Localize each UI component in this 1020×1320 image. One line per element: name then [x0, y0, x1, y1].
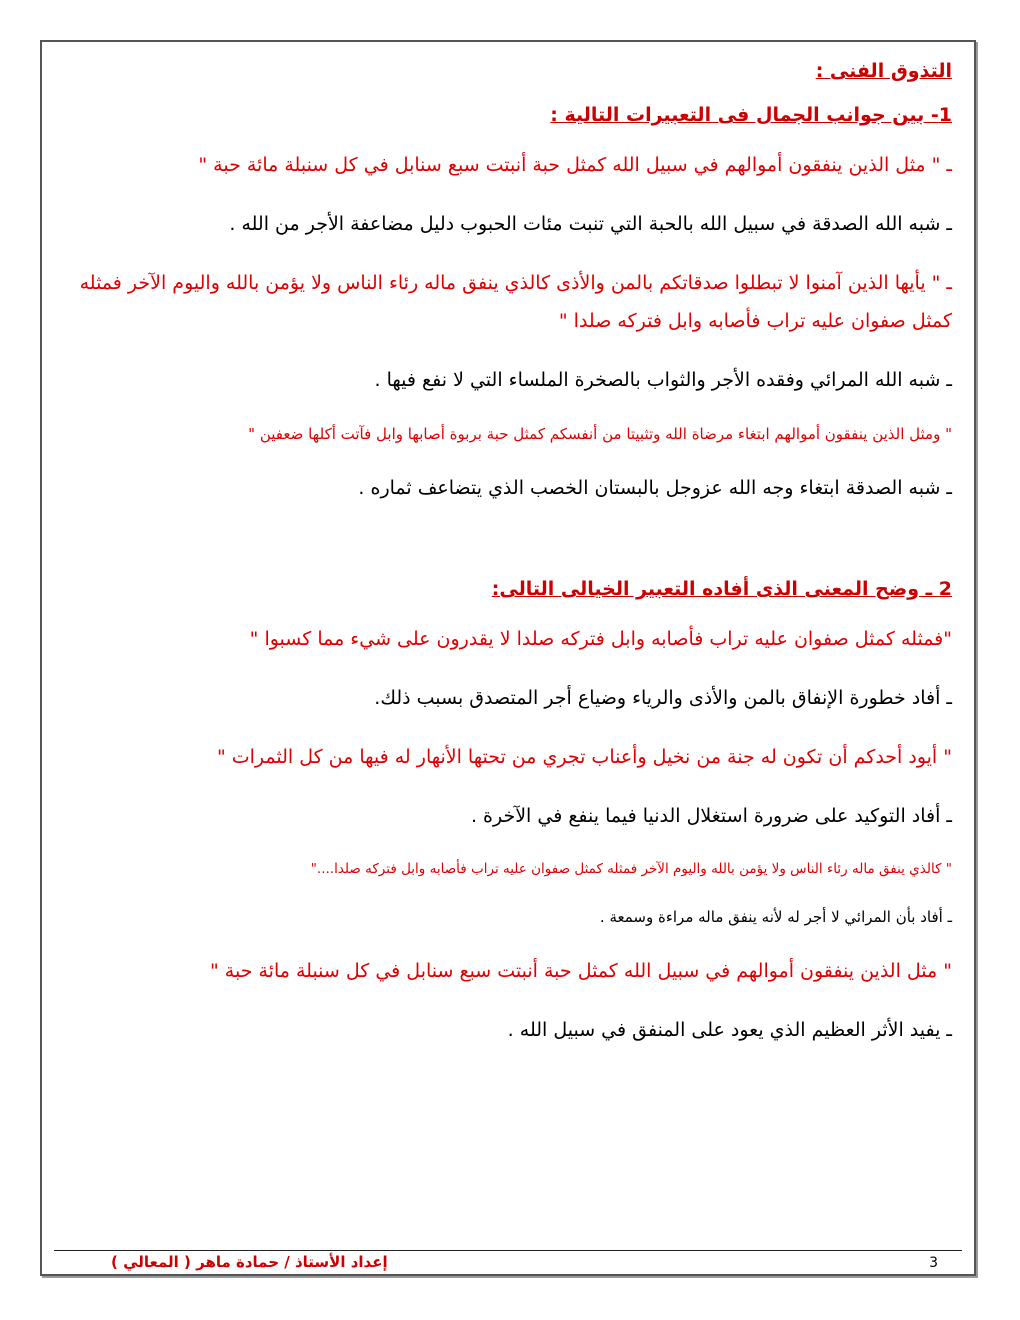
answer-text: ـ يفيد الأثر العظيم الذي يعود على المنفق في سبيل الله . — [507, 1019, 952, 1041]
footer-author: إعداد الأستاذ / حمادة ماهر ( المعالي ) — [111, 1253, 388, 1271]
answer-text: ـ أفاد خطورة الإنفاق بالمن والأذى والرياء وضياع أجر المتصدق بسبب ذلك. — [374, 687, 952, 709]
answer-text: ـ شبه الله الصدقة في سبيل الله بالحبة التي تنبت مئات الحبوب دليل مضاعفة الأجر من الله . — [229, 213, 952, 235]
quote-text: " أيود أحدكم أن تكون له جنة من نخيل وأعناب تجري من تحتها الأنهار له فيها من كل الثمرات " — [216, 746, 952, 768]
quote-text: " مثل الذين ينفقون أموالهم في سبيل الله كمثل حبة أنبتت سبع سنابل في كل سنبلة مائة حبة " — [210, 960, 952, 982]
section-1-heading: 1- بين جوانب الجمال فى التعبيرات التالية : — [550, 104, 952, 126]
quote-text: ـ " يأيها الذين آمنوا لا تبطلوا صدقاتكم بالمن والأذى كالذي ينفق ماله رئاء الناس ولا يؤمن بالله واليوم الآخر فمثله كمثل صفوان عليه تراب فأصابه وابل فتركه صلدا " — [79, 272, 952, 332]
section-2-heading: 2 ـ وضح المعنى الذى أفاده التعبير الخيالى التالى: — [491, 578, 952, 600]
quote-text: ـ " مثل الذين ينفقون أموالهم في سبيل الله كمثل حبة أنبتت سبع سنابل في كل سنبلة مائة حبة " — [198, 154, 952, 176]
quote-text: "فمثله كمثل صفوان عليه تراب فأصابه وابل فتركه صلدا لا يقدرون على شيء مما كسبوا " — [249, 628, 952, 650]
answer-text: ـ شبه الله المرائي وفقده الأجر والثواب بالصخرة الملساء التي لا نفع فيها . — [374, 369, 952, 391]
page-footer — [54, 1250, 962, 1273]
quote-text: " ومثل الذين ينفقون أموالهم ابتغاء مرضاة الله وتثبيتا من أنفسكم كمثل حبة بربوة أصابها وابل فآتت أكلها ضعفين " — [248, 425, 952, 443]
page-frame — [40, 40, 976, 1276]
section-spacer — [56, 528, 952, 578]
main-title: التذوق الفنى : — [815, 60, 952, 82]
answer-text: ـ أفاد التوكيد على ضرورة استغلال الدنيا فيما ينفع في الآخرة . — [470, 805, 952, 827]
document-content — [56, 60, 952, 1070]
page-number: 3 — [929, 1255, 938, 1271]
answer-text: ـ أفاد بأن المرائي لا أجر له لأنه ينفق ماله مراءة وسمعة . — [599, 908, 952, 926]
quote-text: " كالذي ينفق ماله رئاء الناس ولا يؤمن بالله واليوم الآخر فمثله كمثل صفوان عليه تراب فأصابه وابل فتركه صلدا...." — [310, 861, 952, 877]
answer-text: ـ شبه الصدقة ابتغاء وجه الله عزوجل بالبستان الخصب الذي يتضاعف ثماره . — [358, 477, 952, 499]
